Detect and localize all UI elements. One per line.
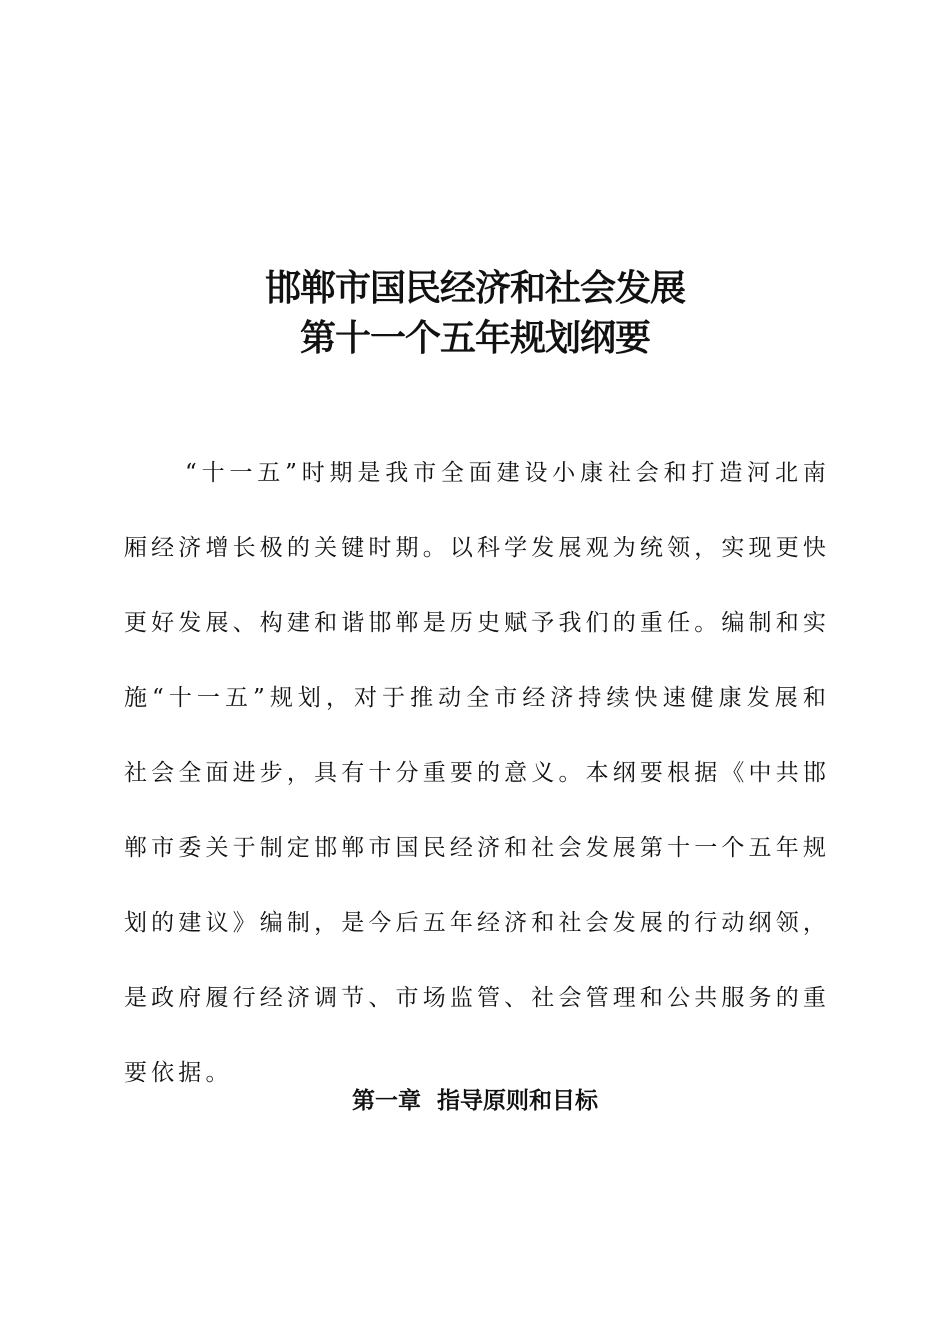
document-title-line-1: 邯郸市国民经济和社会发展 xyxy=(264,267,685,309)
intro-paragraph: “十一五”时期是我市全面建设小康社会和打造河北南厢经济增长极的关键时期。以科学发展观为统领，实现更快更好发展、构建和谐邯郸是历史赋予我们的重任。编制和实施“十一五”规划，对于推动全市经济持续快速健康发展和社会全面进步，具有十分重要的意义。本纲要根据《中共邯郸市委关于制定邯郸市国民经济和社会发展第十一个五年规划的建议》编制，是今后五年经济和社会发展的行动纲领，是政府履行经济调节、市场监管、社会管理和公共服务的重要依据。 xyxy=(124,460,830,1086)
document-title-line-2: 第十一个五年规划纲要 xyxy=(299,317,650,359)
chapter-heading: 第一章 指导原则和目标 xyxy=(351,1087,598,1114)
